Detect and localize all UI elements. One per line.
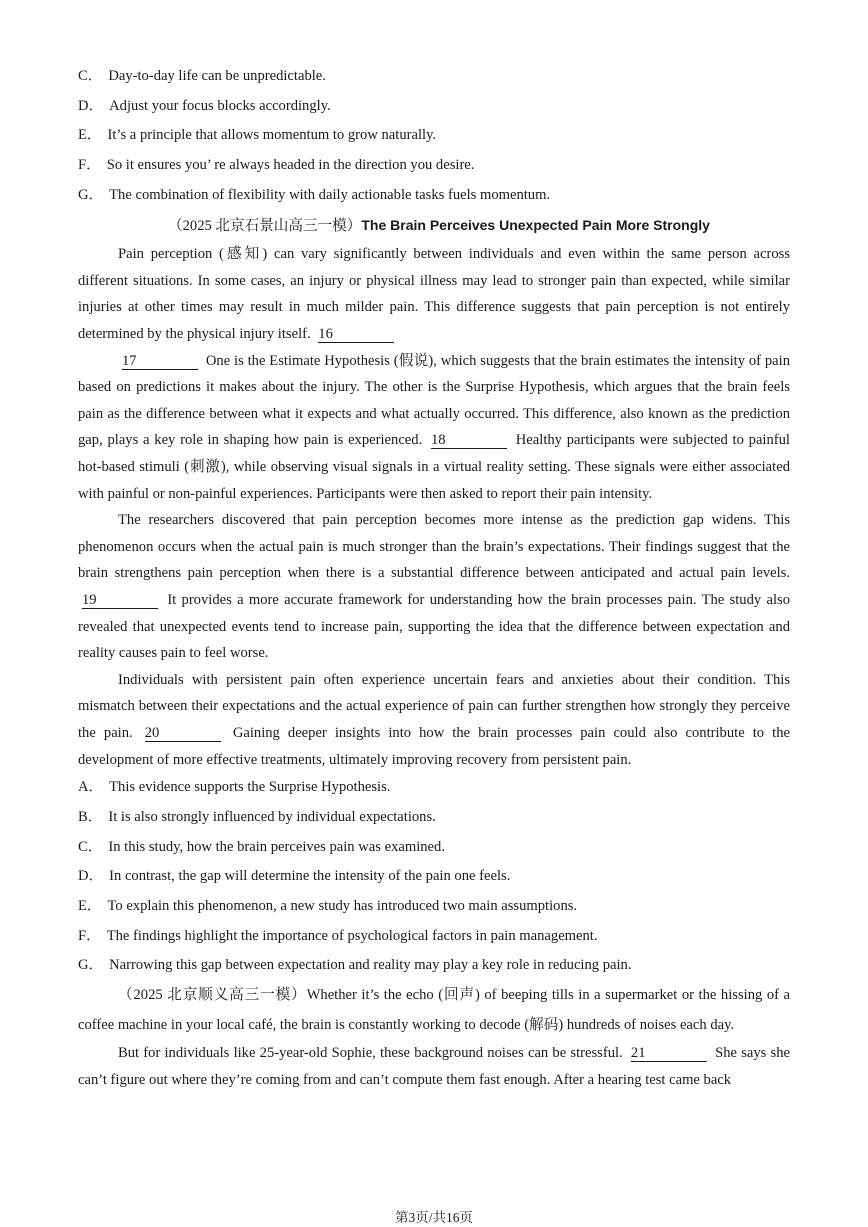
option-b: B． It is also strongly influenced by individual expectations.	[78, 808, 436, 825]
option-g: G． The combination of flexibility with daily actionable tasks fuels momentum.	[78, 186, 551, 203]
passage-source: （2025 北京石景山高三一模）	[168, 217, 362, 234]
option-c: C． Day-to-day life can be unpredictable.	[78, 68, 326, 84]
option-f: F． So it ensures you’ re always headed in the direction you desire.	[78, 157, 475, 174]
option-d: D． In contrast, the gap will determine the intensity of the pain one feels.	[78, 868, 511, 885]
blank-17: 17	[122, 354, 198, 370]
option-a: A． This evidence supports the Surprise Hypothesis.	[78, 779, 391, 796]
paragraph: Individuals with persistent pain often experience uncertain fears and anxieties about their condition. This mismatch between their expectations and the actual experience of pain can further strengthen how strongly they perceive the pain. 20 Gaining deeper insights into how the brain processes pain could also contribute to the development of more effective treatments, ultimately improving recovery from persistent pain.	[78, 671, 790, 768]
paragraph: But for individuals like 25-year-old Sophie, these background noises can be stressful. 21 She says she can’t figure out where they’re coming from and can’t compute them fast enough. After a hearing test came back	[78, 1045, 790, 1089]
passage-title: The Brain Perceives Unexpected Pain More Strongly	[361, 216, 710, 233]
option-e: E． It’s a principle that allows momentum to grow naturally.	[78, 127, 437, 144]
option-f: F． The findings highlight the importance of psychological factors in pain management.	[78, 927, 598, 944]
answer-options	[78, 773, 790, 981]
blank-19: 19	[82, 593, 158, 609]
blank-18: 18	[431, 433, 507, 449]
passage-heading	[78, 211, 790, 242]
option-e: E． To explain this phenomenon, a new study has introduced two main assumptions.	[78, 897, 578, 914]
blank-16: 16	[318, 327, 394, 343]
paragraph: The researchers discovered that pain perception becomes more intense as the prediction gap widens. This phenomenon occurs when the actual pain is much stronger than the brain’s expectations. Their findings suggest that the brain strengthens pain perception when there is a substantial difference between anticipated and actual pain levels. 19 It provides a more accurate framework for understanding how the brain processes pain. The study also revealed that unexpected events tend to increase pain, supporting the idea that the difference between expectation and reality causes pain to feel worse.	[78, 512, 790, 662]
page-footer: 第3页/共16页	[394, 1210, 473, 1225]
option-c: C． In this study, how the brain perceives pain was examined.	[78, 838, 445, 855]
document-page	[78, 62, 790, 1094]
option-d: D． Adjust your focus blocks accordingly.	[78, 97, 331, 114]
blank-21: 21	[631, 1046, 707, 1062]
blank-20: 20	[145, 726, 221, 742]
paragraph: 17 One is the Estimate Hypothesis (假说), which suggests that the brain estimates the intensity of pain based on predictions it makes about the injury. The other is the Surprise Hypothesis, which argues that the brain feels pain as the difference between what it expects and what actually occurred. This difference, also known as the prediction gap, plays a key role in shaping how pain is experienced. 18 Healthy participants were subjected to painful hot-based stimuli (刺激), while observing visual signals in a virtual reality setting. These signals were either associated with painful or non-painful experiences. Participants were then asked to report their pain intensity.	[78, 352, 790, 502]
options-top	[78, 62, 790, 211]
option-g: G． Narrowing this gap between expectation and reality may play a key role in reducing pain.	[78, 957, 632, 974]
paragraph: （2025 北京顺义高三一模）Whether it’s the echo (回声) of beeping tills in a supermarket or the hissing of a coffee machine in your local café, the brain is constantly working to decode (解码) hundreds of noises each day.	[78, 987, 791, 1033]
paragraph: Pain perception (感知) can vary significantly between individuals and even within the same person across different situations. In some cases, an injury or physical illness may lead to stronger pain than expected, while similar injuries at other times may result in much milder pain. This difference suggests that pain perception is not entirely determined by the physical injury itself. 16	[78, 246, 790, 342]
passage-source: （2025 北京顺义高三一模）	[118, 987, 307, 1004]
